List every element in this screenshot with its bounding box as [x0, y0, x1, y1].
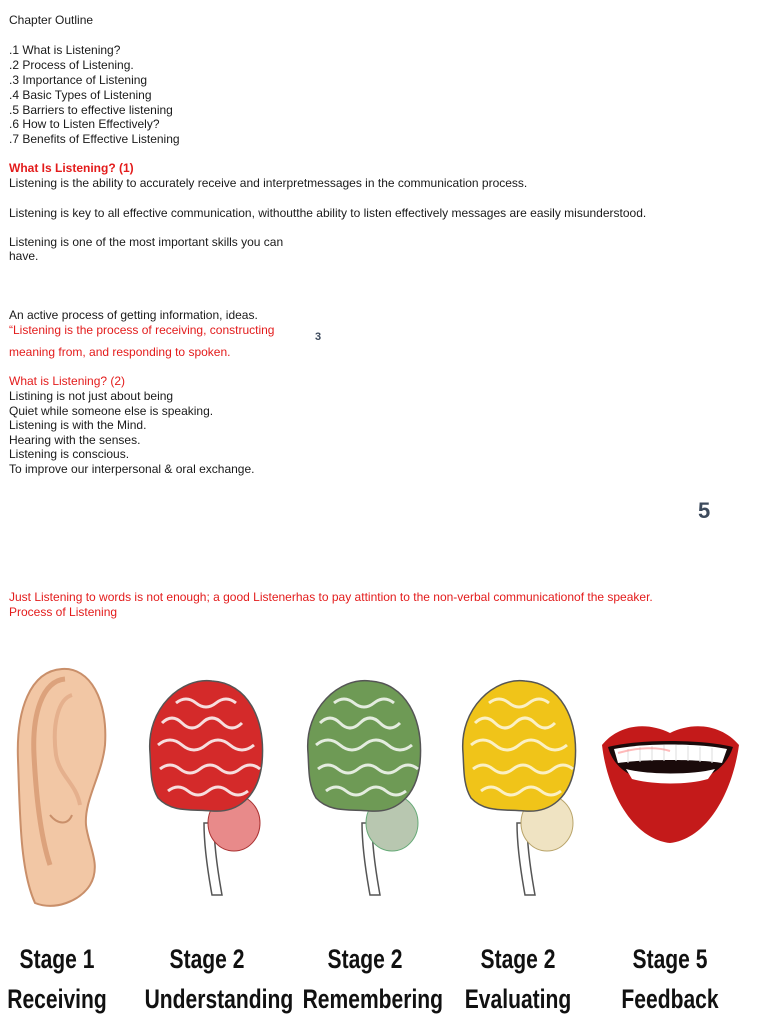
quote: “Listening is the process of receiving, constructing — [9, 323, 275, 337]
stage-label — [302, 939, 444, 1019]
outline-item: .7 Benefits of Effective Listening — [9, 132, 180, 146]
list-item: Listening is conscious. — [9, 447, 130, 461]
stage-label — [456, 939, 581, 1019]
listening-stages-figure — [0, 655, 768, 1024]
stage-name: Evaluating — [464, 984, 572, 1014]
list-item: To improve our interpersonal & oral exchange. — [9, 462, 255, 476]
stage-name: Feedback — [621, 984, 719, 1014]
brain-yellow-icon — [455, 673, 581, 898]
paragraph: An active process of getting information, ideas. — [9, 308, 258, 322]
stage-number: Stage 5 — [632, 944, 708, 974]
paragraph: have. — [9, 249, 39, 263]
list-item: Hearing with the senses. — [9, 433, 141, 447]
paragraph: Listening is one of the most important skills you can — [9, 235, 284, 249]
outline-item: .6 How to Listen Effectively? — [9, 117, 160, 131]
note: Just Listening to words is not enough; a good Listenerhas to pay attintion to the non-verbal communicationof the speaker. — [9, 590, 653, 604]
stage-number: Stage 2 — [169, 944, 245, 974]
page-number: 3 — [315, 331, 322, 343]
brain-red-icon — [142, 673, 268, 898]
quote: meaning from, and responding to spoken. — [9, 345, 231, 359]
outline-item: .5 Barriers to effective listening — [9, 103, 173, 117]
paragraph: Listening is the ability to accurately receive and interpretmessages in the communication process. — [9, 176, 528, 190]
stage-label — [144, 939, 294, 1019]
stage-name: Understanding — [144, 984, 294, 1014]
stage-name: Receiving — [7, 984, 107, 1014]
ear-icon — [10, 665, 110, 910]
section-heading: What Is Listening? (1) — [9, 161, 134, 175]
brain-green-icon — [300, 673, 426, 898]
section-heading: Process of Listening — [9, 605, 118, 619]
outline-item: .1 What is Listening? — [9, 43, 121, 57]
section-heading: What is Listening? (2) — [9, 374, 126, 388]
list-item: Quiet while someone else is speaking. — [9, 404, 214, 418]
stage-number: Stage 2 — [327, 944, 403, 974]
outline-title: Chapter Outline — [9, 13, 94, 27]
stage-number: Stage 2 — [480, 944, 556, 974]
stage-number: Stage 1 — [19, 944, 95, 974]
page-number: 5 — [698, 498, 711, 523]
list-item: Listining is not just about being — [9, 389, 174, 403]
stage-name: Remembering — [302, 984, 444, 1014]
mouth-icon — [598, 717, 743, 847]
outline-item: .2 Process of Listening. — [9, 58, 134, 72]
outline-item: .4 Basic Types of Listening — [9, 88, 152, 102]
list-item: Listening is with the Mind. — [9, 418, 147, 432]
paragraph: Listening is key to all effective communication, withoutthe ability to listen effectively messages are easily misunderstood. — [9, 206, 647, 220]
outline-item: .3 Importance of Listening — [9, 73, 148, 87]
stage-label — [0, 939, 119, 1019]
stage-label — [608, 939, 733, 1019]
